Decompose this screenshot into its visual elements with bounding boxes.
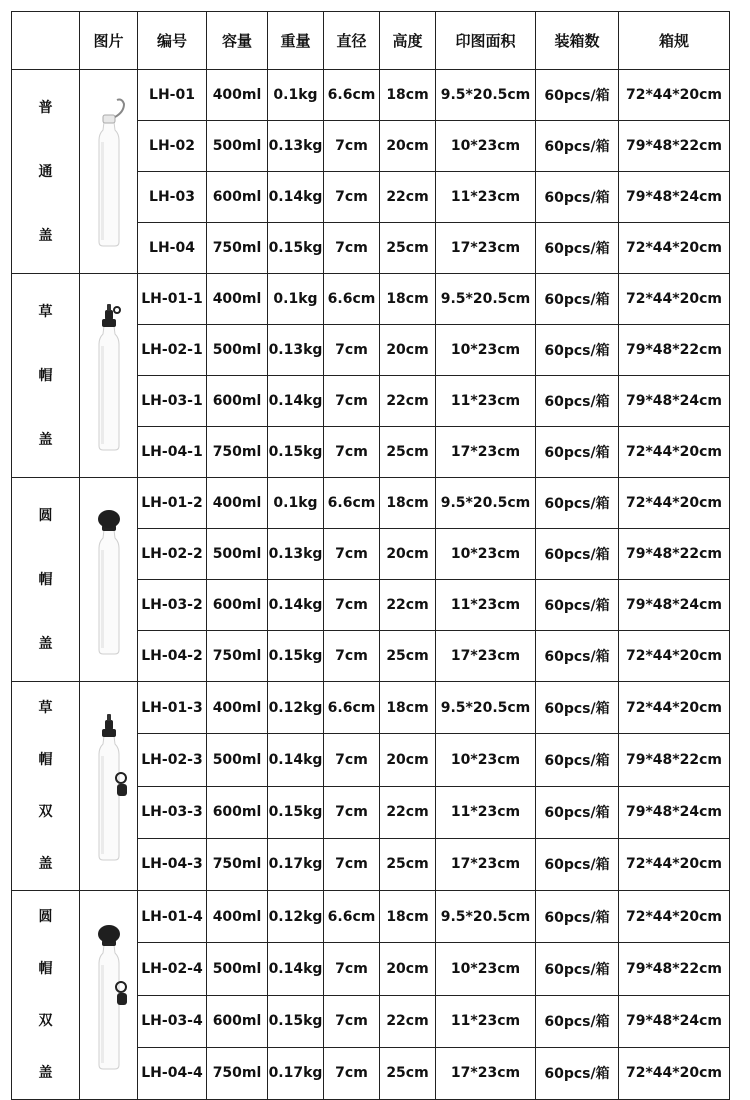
- product-photo: [80, 478, 138, 682]
- cell-capacity: 400ml: [207, 682, 268, 734]
- cell-height: 18cm: [380, 478, 436, 529]
- product-photo: [80, 274, 138, 478]
- header-height: 高度: [380, 12, 436, 70]
- cell-pack-qty: 60pcs/箱: [536, 223, 619, 274]
- cell-diameter: 7cm: [324, 943, 380, 995]
- cell-capacity: 750ml: [207, 427, 268, 478]
- cell-print-area: 17*23cm: [436, 223, 536, 274]
- cell-code: LH-01-4: [138, 891, 207, 943]
- cell-carton-size: 72*44*20cm: [619, 70, 730, 121]
- cell-height: 22cm: [380, 376, 436, 427]
- cell-height: 25cm: [380, 1047, 436, 1099]
- cell-height: 20cm: [380, 734, 436, 786]
- cell-pack-qty: 60pcs/箱: [536, 478, 619, 529]
- group-label-char: 帽: [38, 752, 53, 768]
- cell-weight: 0.12kg: [268, 891, 324, 943]
- cell-weight: 0.1kg: [268, 70, 324, 121]
- cell-capacity: 600ml: [207, 786, 268, 838]
- cell-diameter: 7cm: [324, 734, 380, 786]
- cell-carton-size: 72*44*20cm: [619, 682, 730, 734]
- cell-capacity: 500ml: [207, 734, 268, 786]
- cell-weight: 0.17kg: [268, 1047, 324, 1099]
- group-label: [12, 682, 80, 891]
- cell-code: LH-01-3: [138, 682, 207, 734]
- cell-print-area: 11*23cm: [436, 172, 536, 223]
- cell-height: 22cm: [380, 786, 436, 838]
- cell-weight: 0.15kg: [268, 427, 324, 478]
- cell-diameter: 6.6cm: [324, 70, 380, 121]
- cell-code: LH-03-3: [138, 786, 207, 838]
- cell-pack-qty: 60pcs/箱: [536, 121, 619, 172]
- cell-carton-size: 72*44*20cm: [619, 838, 730, 890]
- cell-weight: 0.14kg: [268, 376, 324, 427]
- cell-print-area: 17*23cm: [436, 631, 536, 682]
- cell-height: 20cm: [380, 325, 436, 376]
- cell-code: LH-02-4: [138, 943, 207, 995]
- product-photo: [80, 682, 138, 891]
- cell-height: 18cm: [380, 682, 436, 734]
- cell-print-area: 9.5*20.5cm: [436, 478, 536, 529]
- cell-code: LH-01-2: [138, 478, 207, 529]
- header-code: 编号: [138, 12, 207, 70]
- cell-carton-size: 79*48*22cm: [619, 325, 730, 376]
- cell-capacity: 750ml: [207, 838, 268, 890]
- cell-diameter: 6.6cm: [324, 682, 380, 734]
- header-pack-qty: 装箱数: [536, 12, 619, 70]
- cell-capacity: 600ml: [207, 995, 268, 1047]
- cell-carton-size: 79*48*24cm: [619, 995, 730, 1047]
- cell-print-area: 10*23cm: [436, 734, 536, 786]
- group-label-char: 双: [38, 1013, 53, 1029]
- cell-diameter: 7cm: [324, 1047, 380, 1099]
- header-row: [12, 12, 730, 70]
- cell-print-area: 11*23cm: [436, 376, 536, 427]
- cell-code: LH-03: [138, 172, 207, 223]
- table-row: [12, 70, 730, 121]
- cell-weight: 0.14kg: [268, 734, 324, 786]
- group-label-char: 普: [38, 99, 53, 116]
- group-label-char: 盖: [38, 227, 53, 244]
- cell-diameter: 7cm: [324, 838, 380, 890]
- cell-carton-size: 72*44*20cm: [619, 274, 730, 325]
- cell-print-area: 11*23cm: [436, 580, 536, 631]
- cell-pack-qty: 60pcs/箱: [536, 631, 619, 682]
- cell-weight: 0.15kg: [268, 631, 324, 682]
- cell-height: 20cm: [380, 121, 436, 172]
- cell-carton-size: 72*44*20cm: [619, 631, 730, 682]
- cell-print-area: 17*23cm: [436, 838, 536, 890]
- cell-pack-qty: 60pcs/箱: [536, 274, 619, 325]
- cell-capacity: 400ml: [207, 274, 268, 325]
- cell-capacity: 500ml: [207, 943, 268, 995]
- cell-print-area: 10*23cm: [436, 943, 536, 995]
- cell-print-area: 17*23cm: [436, 1047, 536, 1099]
- group-label-char: 盖: [38, 431, 53, 448]
- cell-print-area: 9.5*20.5cm: [436, 682, 536, 734]
- cell-carton-size: 72*44*20cm: [619, 223, 730, 274]
- group-label: [12, 891, 80, 1100]
- group-label-char: 通: [38, 163, 53, 180]
- group-label-char: 草: [38, 700, 53, 716]
- group-label: [12, 478, 80, 682]
- table-row: [12, 274, 730, 325]
- cell-code: LH-02-1: [138, 325, 207, 376]
- cell-carton-size: 79*48*24cm: [619, 376, 730, 427]
- cell-print-area: 9.5*20.5cm: [436, 274, 536, 325]
- table-row: [12, 682, 730, 734]
- cell-code: LH-02: [138, 121, 207, 172]
- cell-capacity: 750ml: [207, 631, 268, 682]
- cell-capacity: 600ml: [207, 376, 268, 427]
- cell-weight: 0.14kg: [268, 172, 324, 223]
- cell-capacity: 600ml: [207, 580, 268, 631]
- cell-code: LH-03-4: [138, 995, 207, 1047]
- product-photo: [80, 891, 138, 1100]
- cell-capacity: 500ml: [207, 529, 268, 580]
- cell-print-area: 10*23cm: [436, 325, 536, 376]
- cell-capacity: 400ml: [207, 891, 268, 943]
- cell-pack-qty: 60pcs/箱: [536, 427, 619, 478]
- group-label-char: 双: [38, 804, 53, 820]
- cell-diameter: 7cm: [324, 325, 380, 376]
- cell-pack-qty: 60pcs/箱: [536, 943, 619, 995]
- cell-diameter: 6.6cm: [324, 478, 380, 529]
- cell-height: 22cm: [380, 172, 436, 223]
- cell-height: 18cm: [380, 70, 436, 121]
- header-print-area: 印图面积: [436, 12, 536, 70]
- cell-code: LH-04-3: [138, 838, 207, 890]
- cell-weight: 0.14kg: [268, 943, 324, 995]
- cell-carton-size: 79*48*24cm: [619, 172, 730, 223]
- cell-weight: 0.15kg: [268, 786, 324, 838]
- cell-pack-qty: 60pcs/箱: [536, 682, 619, 734]
- cell-weight: 0.14kg: [268, 580, 324, 631]
- cell-code: LH-03-2: [138, 580, 207, 631]
- cell-capacity: 500ml: [207, 325, 268, 376]
- cell-code: LH-04-2: [138, 631, 207, 682]
- spec-table: [11, 11, 730, 1100]
- group-label-char: 盖: [38, 1065, 53, 1081]
- cell-height: 22cm: [380, 995, 436, 1047]
- group-label-char: 帽: [38, 367, 53, 384]
- cell-weight: 0.13kg: [268, 325, 324, 376]
- cell-pack-qty: 60pcs/箱: [536, 995, 619, 1047]
- cell-carton-size: 79*48*22cm: [619, 121, 730, 172]
- cell-height: 25cm: [380, 223, 436, 274]
- cell-carton-size: 72*44*20cm: [619, 478, 730, 529]
- cell-weight: 0.15kg: [268, 223, 324, 274]
- cell-diameter: 7cm: [324, 580, 380, 631]
- cell-print-area: 9.5*20.5cm: [436, 70, 536, 121]
- cell-diameter: 7cm: [324, 121, 380, 172]
- cell-capacity: 750ml: [207, 1047, 268, 1099]
- cell-print-area: 11*23cm: [436, 995, 536, 1047]
- cell-height: 25cm: [380, 427, 436, 478]
- cell-carton-size: 72*44*20cm: [619, 427, 730, 478]
- cell-code: LH-03-1: [138, 376, 207, 427]
- cell-diameter: 6.6cm: [324, 891, 380, 943]
- group-label: [12, 274, 80, 478]
- cell-capacity: 400ml: [207, 70, 268, 121]
- group-label-char: 草: [38, 303, 53, 320]
- cell-height: 25cm: [380, 838, 436, 890]
- cell-height: 18cm: [380, 274, 436, 325]
- table-row: [12, 891, 730, 943]
- group-label-char: 盖: [38, 856, 53, 872]
- cell-carton-size: 79*48*24cm: [619, 786, 730, 838]
- cell-code: LH-02-2: [138, 529, 207, 580]
- cell-diameter: 7cm: [324, 427, 380, 478]
- cell-carton-size: 79*48*24cm: [619, 580, 730, 631]
- cell-carton-size: 79*48*22cm: [619, 943, 730, 995]
- cell-pack-qty: 60pcs/箱: [536, 580, 619, 631]
- cell-pack-qty: 60pcs/箱: [536, 325, 619, 376]
- cell-print-area: 9.5*20.5cm: [436, 891, 536, 943]
- cell-weight: 0.13kg: [268, 121, 324, 172]
- cell-weight: 0.13kg: [268, 529, 324, 580]
- group-label-char: 盖: [38, 635, 53, 652]
- cell-weight: 0.1kg: [268, 274, 324, 325]
- cell-pack-qty: 60pcs/箱: [536, 1047, 619, 1099]
- cell-height: 18cm: [380, 891, 436, 943]
- bottle-image-round: [86, 504, 132, 656]
- cell-height: 25cm: [380, 631, 436, 682]
- cell-diameter: 7cm: [324, 172, 380, 223]
- cell-height: 20cm: [380, 529, 436, 580]
- cell-pack-qty: 60pcs/箱: [536, 891, 619, 943]
- header-carton-size: 箱规: [619, 12, 730, 70]
- cell-pack-qty: 60pcs/箱: [536, 734, 619, 786]
- cell-code: LH-01-1: [138, 274, 207, 325]
- cell-diameter: 7cm: [324, 995, 380, 1047]
- cell-diameter: 7cm: [324, 529, 380, 580]
- cell-capacity: 400ml: [207, 478, 268, 529]
- cell-weight: 0.12kg: [268, 682, 324, 734]
- group-label-char: 圆: [38, 507, 53, 524]
- group-label-char: 帽: [38, 571, 53, 588]
- cell-pack-qty: 60pcs/箱: [536, 70, 619, 121]
- cell-carton-size: 79*48*22cm: [619, 734, 730, 786]
- bottle-image-round-double: [86, 919, 132, 1071]
- cell-code: LH-04-1: [138, 427, 207, 478]
- cell-pack-qty: 60pcs/箱: [536, 172, 619, 223]
- header-group-blank: [12, 12, 80, 70]
- cell-diameter: 7cm: [324, 631, 380, 682]
- group-label-char: 圆: [38, 909, 53, 925]
- cell-weight: 0.1kg: [268, 478, 324, 529]
- cell-capacity: 500ml: [207, 121, 268, 172]
- cell-diameter: 6.6cm: [324, 274, 380, 325]
- header-weight: 重量: [268, 12, 324, 70]
- cell-carton-size: 79*48*22cm: [619, 529, 730, 580]
- cell-height: 20cm: [380, 943, 436, 995]
- group-label: [12, 70, 80, 274]
- bottle-image-straw-double: [86, 710, 132, 862]
- cell-diameter: 7cm: [324, 786, 380, 838]
- cell-carton-size: 72*44*20cm: [619, 1047, 730, 1099]
- header-photo: 图片: [80, 12, 138, 70]
- cell-weight: 0.17kg: [268, 838, 324, 890]
- cell-print-area: 10*23cm: [436, 121, 536, 172]
- group-label-char: 帽: [38, 961, 53, 977]
- cell-carton-size: 72*44*20cm: [619, 891, 730, 943]
- cell-pack-qty: 60pcs/箱: [536, 376, 619, 427]
- cell-code: LH-04-4: [138, 1047, 207, 1099]
- bottle-image-straw: [86, 300, 132, 452]
- header-capacity: 容量: [207, 12, 268, 70]
- cell-pack-qty: 60pcs/箱: [536, 786, 619, 838]
- cell-weight: 0.15kg: [268, 995, 324, 1047]
- bottle-image-standard: [86, 96, 132, 248]
- cell-capacity: 600ml: [207, 172, 268, 223]
- cell-capacity: 750ml: [207, 223, 268, 274]
- cell-code: LH-04: [138, 223, 207, 274]
- cell-code: LH-02-3: [138, 734, 207, 786]
- cell-pack-qty: 60pcs/箱: [536, 838, 619, 890]
- header-diameter: 直径: [324, 12, 380, 70]
- product-photo: [80, 70, 138, 274]
- cell-diameter: 7cm: [324, 223, 380, 274]
- cell-pack-qty: 60pcs/箱: [536, 529, 619, 580]
- cell-height: 22cm: [380, 580, 436, 631]
- cell-print-area: 17*23cm: [436, 427, 536, 478]
- table-row: [12, 478, 730, 529]
- cell-print-area: 11*23cm: [436, 786, 536, 838]
- cell-diameter: 7cm: [324, 376, 380, 427]
- cell-code: LH-01: [138, 70, 207, 121]
- cell-print-area: 10*23cm: [436, 529, 536, 580]
